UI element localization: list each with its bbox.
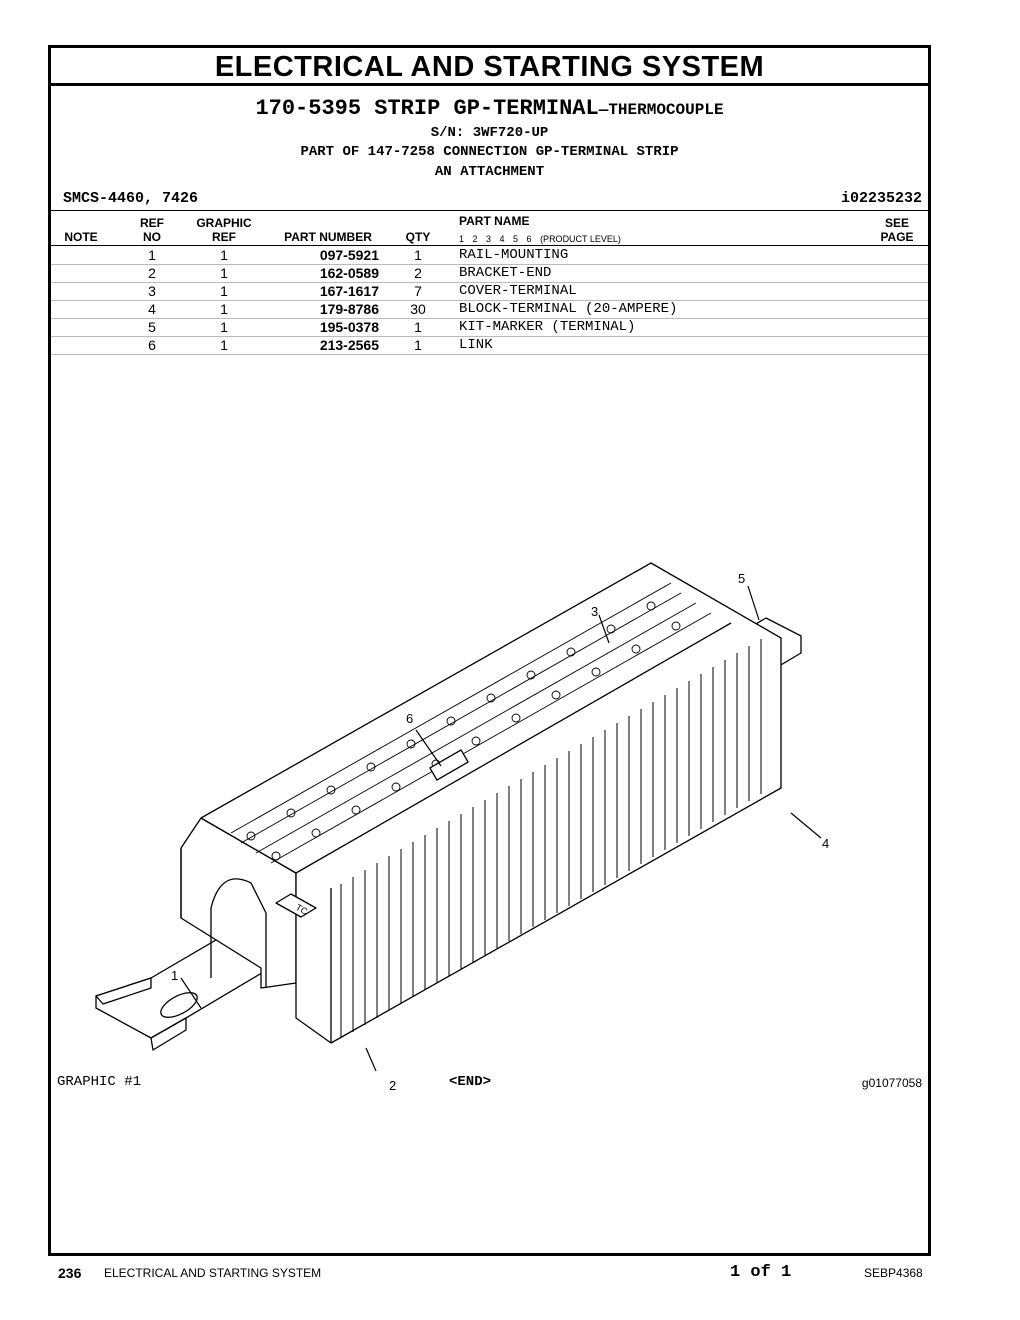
col-note: NOTE [64,230,98,244]
callout-2: 2 [389,1078,397,1093]
part-of-line: PART OF 147-7258 CONNECTION GP-TERMINAL STRIP [300,144,679,160]
product-level-label: (PRODUCT LEVEL) [540,234,621,244]
part-name: KIT-MARKER (TERMINAL) [459,319,636,335]
part-number: 195-0378 [319,319,379,335]
quantity: 1 [414,247,422,263]
part-number: 097-5921 [319,247,379,263]
smcs-code: SMCS-4460, 7426 [63,190,199,207]
callout-5: 5 [738,571,746,586]
table-row [51,300,928,318]
ref-no: 2 [148,265,156,281]
graphic-ref: 1 [220,337,228,353]
graphic-ref: 1 [220,319,228,335]
callout-1: 1 [171,968,179,983]
graphic-label: GRAPHIC #1 [57,1074,142,1090]
part-heading [51,96,928,121]
callout-6: 6 [406,711,414,726]
table-row [51,246,928,264]
graphic-ref: 1 [220,247,228,263]
part-number: 213-2565 [319,337,379,353]
part-name: BLOCK-TERMINAL (20-AMPERE) [459,301,678,317]
col-qty: QTY [405,230,431,244]
table-row [51,336,928,354]
part-number: 167-1617 [319,283,379,299]
ref-no: 6 [148,337,156,353]
quantity: 30 [410,301,426,317]
page-title: ELECTRICAL AND STARTING SYSTEM [214,51,765,83]
ref-no: 1 [148,247,156,263]
graphic-ref: 1 [220,265,228,281]
level-numbers: 1 2 3 4 5 6 [459,234,532,244]
product-levels [459,234,621,244]
col-ref-bottom: NO [143,230,161,244]
part-name: RAIL-MOUNTING [459,247,569,263]
quantity: 1 [414,319,422,335]
end-marker: <END> [449,1074,492,1090]
part-title: 170-5395 STRIP GP-TERMINAL [255,96,599,121]
callout-4: 4 [822,836,830,851]
graphic-ref: 1 [220,301,228,317]
col-graphic-top: GRAPHIC [196,216,252,230]
part-number: 179-8786 [319,301,379,317]
title-bar [51,48,928,86]
ref-no: 4 [148,301,156,317]
graphic-id: g01077058 [861,1076,922,1090]
page-frame [48,45,931,1256]
serial-number: S/N: 3WF720-UP [430,125,549,141]
table-row [51,318,928,336]
col-ref-top: REF [140,216,164,230]
quantity: 7 [414,283,422,299]
illustration-id: i02235232 [840,190,922,207]
col-see-bottom: PAGE [880,230,914,244]
page-count: 1 of 1 [730,1263,792,1282]
header-rule [51,210,928,211]
ref-no: 3 [148,283,156,299]
graphic-ref: 1 [220,283,228,299]
page-number: 236 [58,1265,82,1281]
doc-id: SEBP4368 [864,1266,923,1280]
tc-marker-label: TC [294,902,310,917]
ref-no: 5 [148,319,156,335]
part-suffix: —THERMOCOUPLE [598,101,724,119]
footer-section: ELECTRICAL AND STARTING SYSTEM [104,1266,322,1280]
col-part-number: PART NUMBER [284,230,372,244]
attachment-line: AN ATTACHMENT [434,164,545,180]
quantity: 1 [414,337,422,353]
col-part-name: PART NAME [459,214,530,228]
part-name: BRACKET-END [459,265,552,281]
table-row [51,282,928,300]
part-name: LINK [459,337,493,353]
col-see-top: SEE [884,216,909,230]
table-row [51,264,928,282]
part-name: COVER-TERMINAL [459,283,577,299]
part-number: 162-0589 [319,265,379,281]
col-graphic-bottom: REF [212,230,236,244]
row-divider [51,354,928,355]
quantity: 2 [414,265,422,281]
callout-3: 3 [591,604,599,619]
